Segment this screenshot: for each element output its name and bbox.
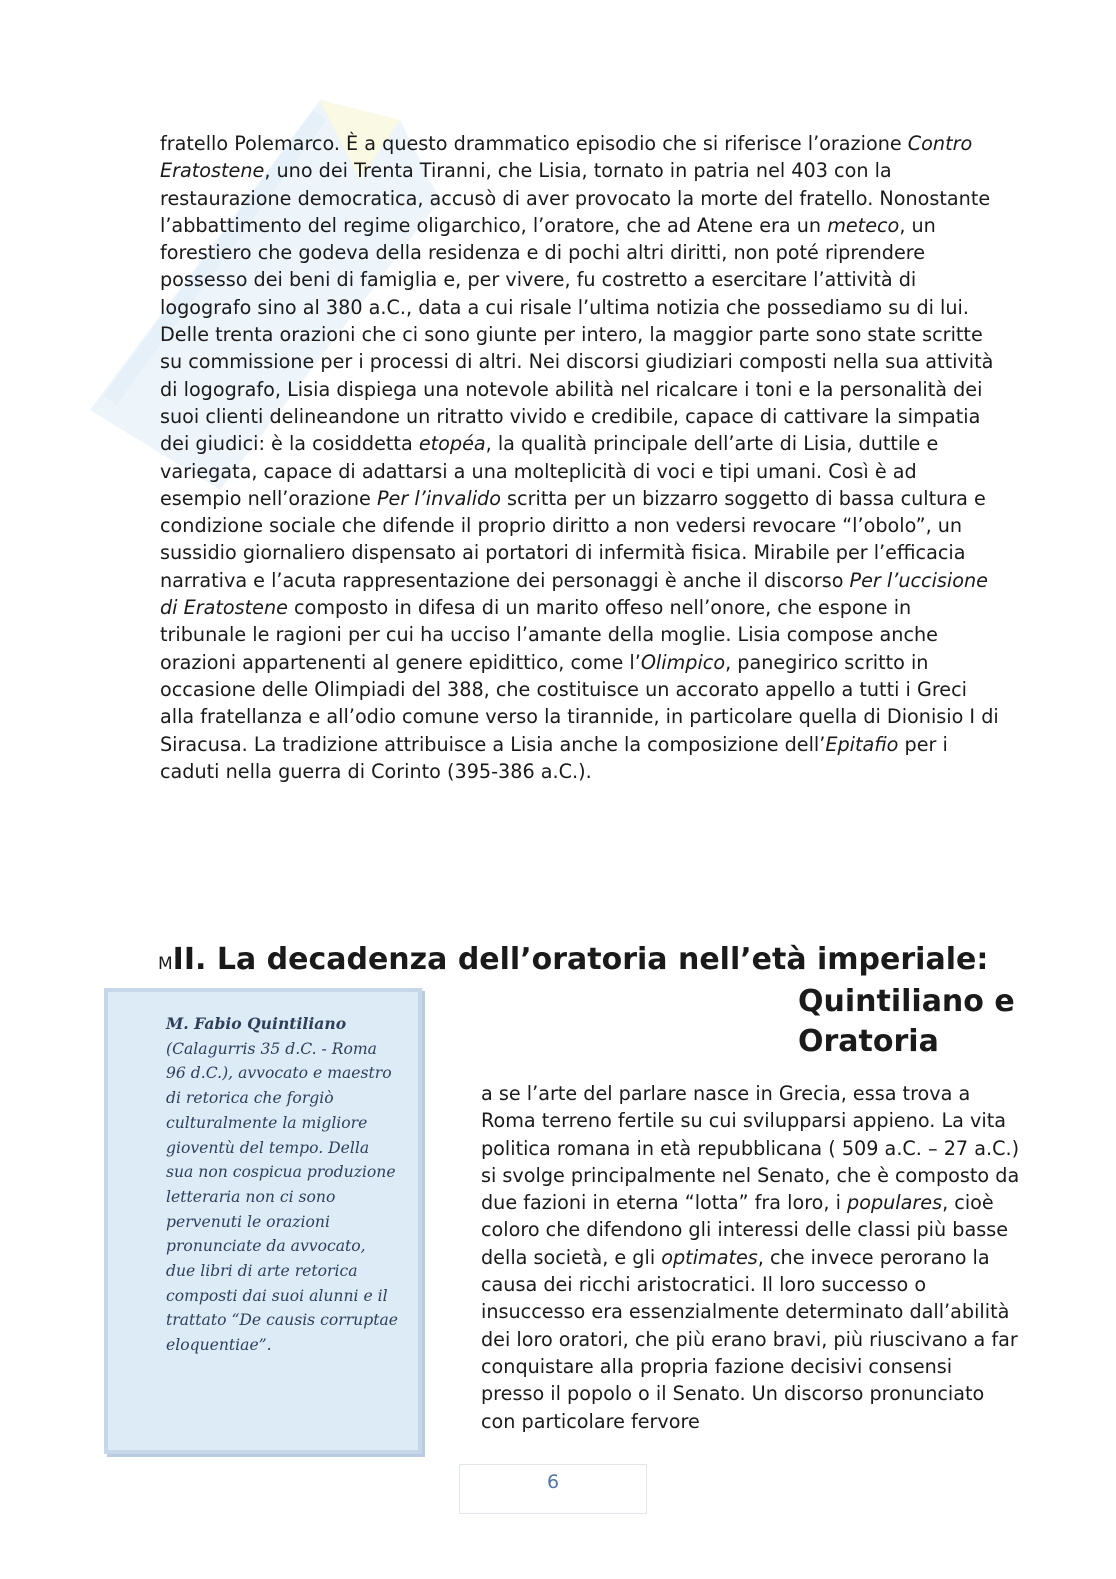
- text-run: fratello Polemarco. È a questo drammatico episodio che si riferisce l’orazione: [160, 132, 908, 155]
- text-run: , cioè coloro che difendono gli interessi delle classi più basse della società, e gli: [481, 1191, 1008, 1269]
- text-run: , uno dei Trenta Tiranni, che Lisia, tornato in patria nel 403 con la restaurazione democratica, accusò di aver provocato la morte del fratello. Nonostante l’abbattimento del regime oligarchico, l’oratore, che ad Atene era un: [160, 159, 991, 237]
- term: populares: [847, 1191, 943, 1215]
- sidebar-name: M. Fabio Quintiliano: [166, 1014, 347, 1033]
- column-paragraph: [481, 1080, 1021, 1435]
- sidebar-body: (Calagurris 35 d.C. - Roma 96 d.C.), avvocato e maestro di retorica che forgiò culturalmente la migliore gioventù del tempo. Della sua non cospicua produzione letteraria non ci sono pervenuti le orazioni pronunciate da avvocato, due libri di arte retorica composti dai suoi alunni e il trattato “De causis corruptae eloquentiae”.: [166, 1039, 398, 1355]
- term: optimates: [661, 1245, 758, 1269]
- text-run: , la qualità principale dell’arte di Lisia, duttile e variegata, capace di adattarsi a una molteplicità di voci e tipi umani. Così è ad esempio nell’orazione: [160, 432, 939, 510]
- work-title: Contro Eratostene: [160, 132, 973, 183]
- text-run: a se l’arte del parlare nasce in Grecia, essa trova a Roma terreno fertile su cui svilupparsi appieno. La vita politica romana in età repubblicana ( 509 a.C. – 27 a.C.) si svolge principalmente nel Senato, che è composto da due fazioni in eterna “lotta” fra loro, i: [481, 1082, 1020, 1215]
- sidebar-text: [166, 1012, 398, 1358]
- heading-title: II. La decadenza dell’oratoria nell’età imperiale:: [172, 942, 989, 977]
- text-run: composto in difesa di un marito offeso nell’onore, che espone in tribunale le ragioni per cui ha ucciso l’amante della moglie. Lisia compose anche orazioni appartenenti al genere epidittico, come l’: [160, 596, 938, 674]
- sidebar-box: [104, 988, 422, 1454]
- text-run: , un forestiero che godeva della residenza e di pochi altri diritti, non poté riprendere possesso dei beni di famiglia e, per vivere, fu costretto a esercitare l’attività di logografo sino al 380 a.C., data a cui risale l’ultima notizia che possediamo su di lui. Delle trenta orazioni che ci sono giunte per intero, la maggior parte sono state scritte su commissione per i processi di altri. Nei discorsi giudiziari composti nella sua attività di logografo, Lisia dispiega una notevole abilità nel ricalcare i toni e la personalità dei suoi clienti delineandone un ritratto vivido e credibile, capace di cattivare la simpatia dei giudici: è la cosiddetta: [160, 213, 994, 456]
- text-run: scritta per un bizzarro soggetto di bassa cultura e condizione sociale che difende il proprio diritto a non vedersi revocare “l’obolo”, un sussidio giornaliero dispensato ai portatori di infermità fisica. Mirabile per l’efficacia narrativa e l’acuta rappresentazione dei personaggi è anche il discorso: [160, 486, 986, 592]
- work-title: Per l’invalido: [376, 486, 501, 510]
- work-title: Epitafio: [825, 732, 899, 756]
- term: etopéa: [418, 432, 486, 456]
- page-number: 6: [546, 1471, 560, 1493]
- page-footer: [459, 1464, 647, 1514]
- main-paragraph: [160, 130, 1000, 785]
- text-run: , panegirico scritto in occasione delle Olimpiadi del 388, che costituisce un accorato appello a tutti i Greci alla fratellanza e all’odio comune verso la tirannide, in particolare quella di Dionisio I di Siracusa. La tradizione attribuisce a Lisia anche la composizione dell’: [160, 650, 999, 756]
- work-title: Olimpico: [640, 650, 726, 674]
- section-subheading: Quintiliano e Oratoria: [798, 984, 1015, 1059]
- text-run: per i caduti nella guerra di Corinto (395-386 a.C.).: [160, 732, 948, 783]
- term: meteco: [827, 213, 900, 237]
- heading-marker: M: [158, 954, 173, 974]
- text-run: , che invece perorano la causa dei ricchi aristocratici. Il loro successo o insuccesso era essenzialmente determinato dall’abilità dei loro oratori, che più erano bravi, più riuscivano a far conquistare alla propria fazione decisivi consensi presso il popolo o il Senato. Un discorso pronunciato con particolare fervore: [481, 1245, 1018, 1433]
- work-title: Per l’uccisione di Eratostene: [160, 568, 988, 620]
- section-heading: [158, 940, 1038, 984]
